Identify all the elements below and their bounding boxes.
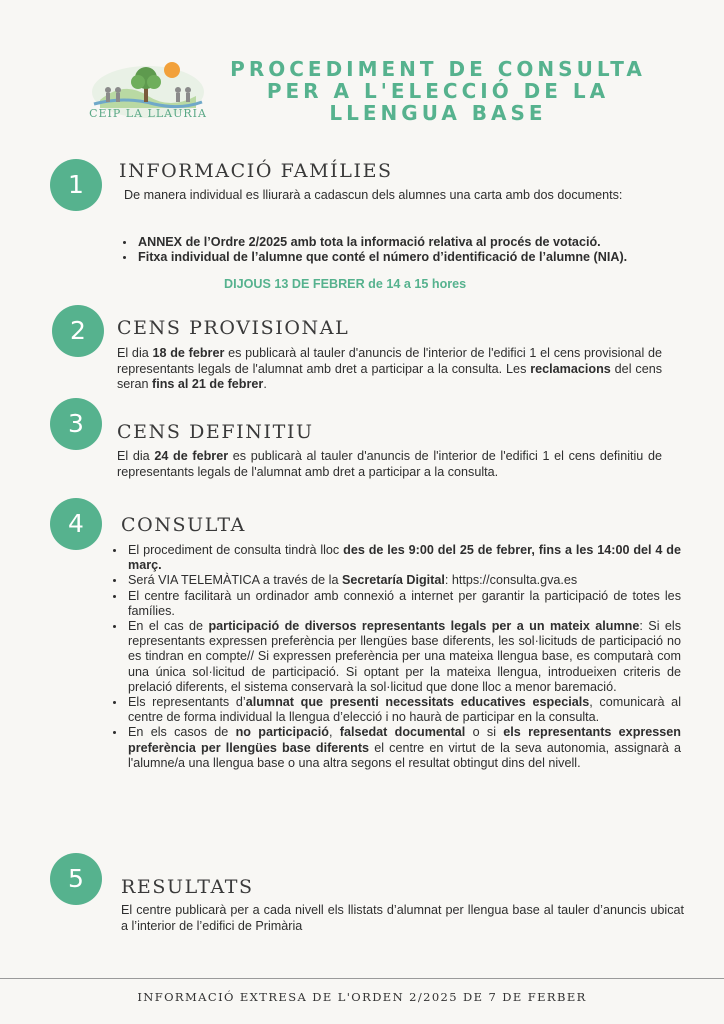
list-item: • Fitxa individual de l’alumne que conté el número d’identificació de l’alumne (NIA). bbox=[136, 250, 667, 265]
text-run: del cens seran bbox=[117, 361, 662, 392]
text-run: El dia bbox=[117, 346, 153, 360]
text-run: Secretaría Digital bbox=[341, 573, 445, 588]
text-run: En els casos de bbox=[128, 725, 236, 740]
list-item: • ANNEX de l’Ordre 2/2025 amb tota la informació relativa al procés de votació. bbox=[136, 235, 667, 250]
text-run: des de les 9:00 del 25 de febrer, fins a les 14:00 del 4 de març. bbox=[128, 543, 681, 573]
list-item bbox=[126, 725, 681, 771]
text-run: es publicarà al tauler d'anuncis de l'interior de l'edifici 1 el cens provisional de representants legals de l'alumnat amb dret a participar a la consulta. Les bbox=[117, 346, 662, 376]
text-run: , comunicarà al centre de forma individual la llengua d’elecció i no haurà de participar en la consulta. bbox=[128, 695, 681, 725]
text-run: Será VIA TELEMÀTICA a través de la bbox=[128, 573, 342, 588]
list-item bbox=[126, 573, 681, 588]
text-run: alumnat que presenti necessitats educatives especials bbox=[245, 695, 590, 710]
section-5-title: RESULTATS bbox=[121, 876, 254, 898]
text-run: En el cas de bbox=[128, 619, 209, 634]
list-item bbox=[126, 695, 681, 725]
sun-icon bbox=[164, 62, 180, 78]
section-2-title: CENS PROVISIONAL bbox=[117, 317, 350, 339]
text-run: fins al 21 de febrer bbox=[152, 377, 264, 392]
text-run: , bbox=[328, 725, 340, 740]
section-5-text: El centre publicarà per a cada nivell els llistats d’alumnat per llengua base al tauler d’anuncis ubicat a l’interior de l’edifici de Primària bbox=[121, 903, 684, 933]
text-run: . bbox=[263, 377, 267, 392]
section-5-number: 5 bbox=[50, 853, 102, 905]
footer-note: INFORMACIÓ EXTRESA DE L'ORDEN 2/2025 DE 7 DE FERBER bbox=[137, 990, 587, 1004]
section-3-number: 3 bbox=[50, 398, 102, 450]
section-4-number: 4 bbox=[50, 498, 102, 550]
text-run: El centre facilitarà un ordinador amb connexió a internet per garantir la participació de totes les famílies. bbox=[128, 588, 681, 618]
text-run: : Si els representants expressen preferència per llengües base diferents, les sol·licituds de participació no es tindran en compte// Si expressen preferència per una mateixa llengua base, es computarà com una única sol·licitud de participació. Si optant per la mateixa llengua, introdueixen criteris de prelació diferents, el sistema conservarà la sol·licitud que done lloc a menor baremació. bbox=[128, 619, 682, 694]
section-1-list bbox=[120, 235, 667, 266]
section-3-text bbox=[117, 449, 662, 480]
text-run: El procediment de consulta tindrà lloc bbox=[128, 543, 344, 557]
text-run: no participació bbox=[235, 725, 329, 740]
text-run: falsedat documental bbox=[339, 725, 466, 740]
list-item bbox=[126, 589, 681, 619]
list-item bbox=[126, 543, 681, 573]
text-run: reclamacions bbox=[530, 361, 611, 376]
text-run: els representants expressen preferència per llengües base diferents bbox=[128, 725, 681, 755]
title-line-1: PROCEDIMENT DE CONSULTA bbox=[230, 57, 646, 81]
text-run: El dia bbox=[117, 449, 155, 463]
text-run: es publicarà al tauler d'anuncis de l'interior de l'edifici 1 el cens definitiu de representants legals de l'alumnat amb dret a participar a la consulta. bbox=[117, 449, 662, 479]
date-note: DIJOUS 13 DE FEBRER de 14 a 15 hores bbox=[224, 277, 467, 291]
section-1-number: 1 bbox=[50, 159, 102, 211]
section-1-intro: De manera individual es lliurarà a cadascun dels alumnes una carta amb dos documents: bbox=[124, 188, 623, 202]
page-title bbox=[214, 58, 662, 124]
text-run: 18 de febrer bbox=[152, 346, 225, 360]
text-run: Els representants d’ bbox=[128, 695, 246, 710]
section-2-text bbox=[117, 346, 662, 393]
section-1-title: INFORMACIÓ FAMÍLIES bbox=[119, 160, 393, 182]
school-name: CEIP LA LLAURIA bbox=[89, 107, 207, 120]
footer-divider bbox=[0, 978, 724, 979]
section-2-number: 2 bbox=[52, 305, 104, 357]
section-3-title: CENS DEFINITIU bbox=[117, 421, 314, 443]
text-run: el centre en virtut de la seva autonomia, assignarà a l'alumne/a una llengua base o una altra segons el resultat obtingut dins del nivell. bbox=[128, 740, 681, 770]
title-line-2: PER A L'ELECCIÓ DE LA bbox=[266, 79, 610, 103]
text-run: o si bbox=[465, 725, 504, 740]
list-item bbox=[126, 619, 681, 695]
text-run: participació de diversos representants legals per a un mateix alumne bbox=[208, 619, 640, 634]
text-run: 24 de febrer bbox=[154, 449, 229, 463]
section-4-title: CONSULTA bbox=[121, 514, 246, 536]
title-line-3: LLENGUA BASE bbox=[329, 101, 547, 125]
text-run: : https://consulta.gva.es bbox=[444, 573, 578, 588]
section-4-list bbox=[110, 543, 681, 771]
